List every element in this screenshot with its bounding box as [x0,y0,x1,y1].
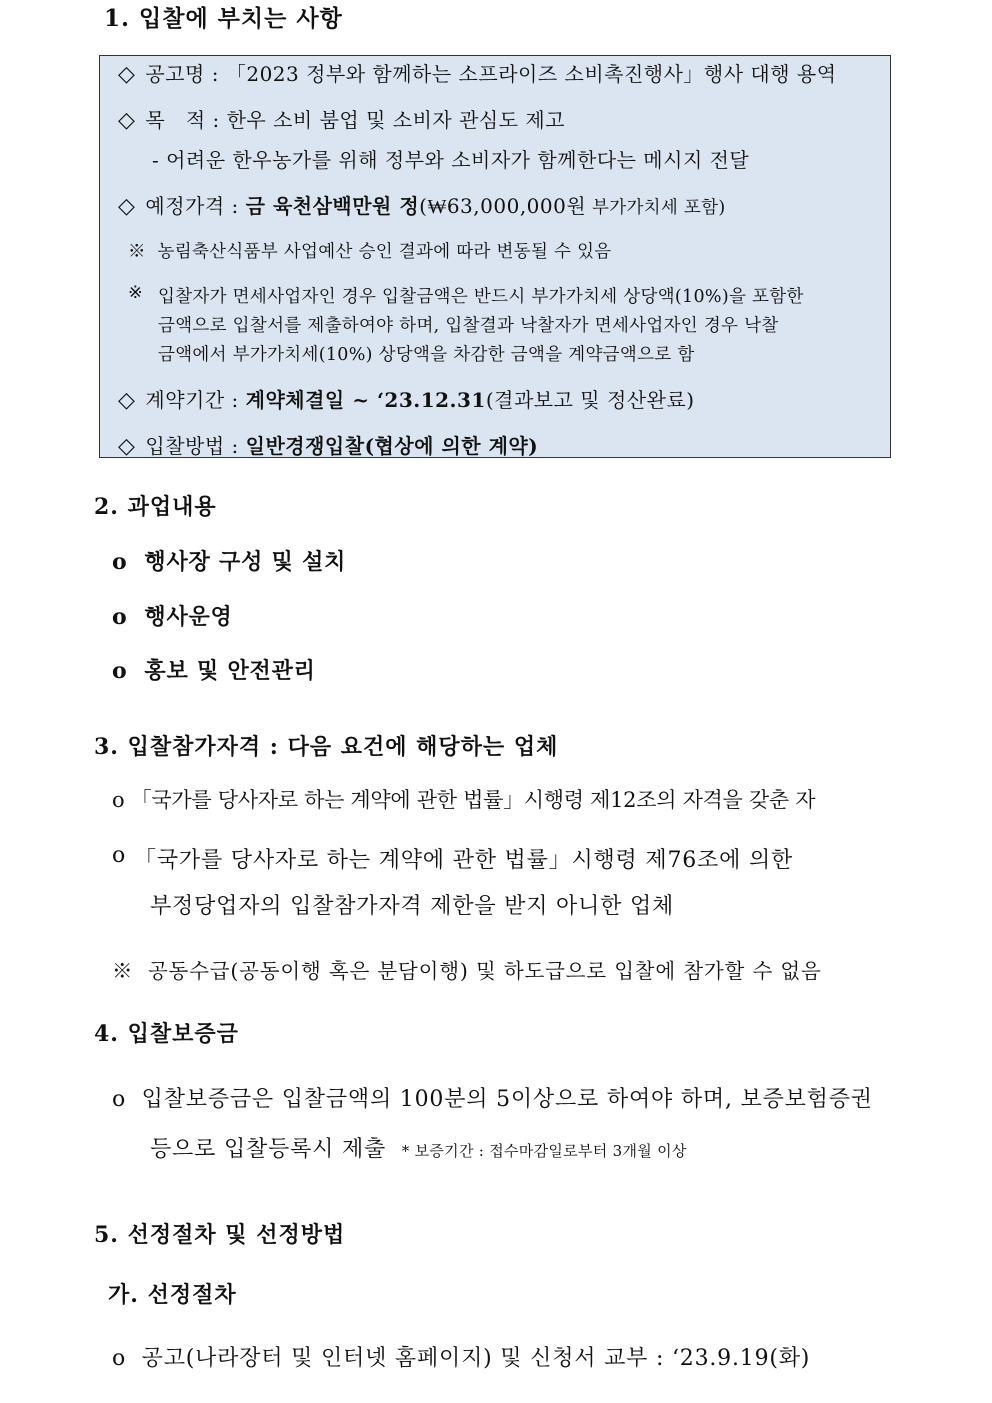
deposit-item [112,1082,873,1113]
qualification-item [112,784,815,814]
bullet-icon: o [112,604,128,630]
bullet-icon: o [112,1346,127,1371]
tax-note-line-3 [158,341,884,370]
price-row [118,190,725,219]
purpose-value: 한우 소비 붐업 및 소비자 관심도 제고 [226,108,566,132]
bullet-icon: o [112,1087,127,1112]
notice-name-row [118,58,837,87]
notice-name-value: 「2023 정부와 함께하는 소프라이즈 소비촉진행사」행사 대행 용역 [225,62,837,86]
task-item-text: 행사장 구성 및 설치 [144,549,347,575]
procedure-item [112,1341,810,1372]
purpose-row [118,104,565,133]
bullet-icon: o [112,788,125,812]
tax-note-line-1 [158,283,884,312]
qualification-line-2: 부정당업자의 입찰참가자격 제한을 받지 아니한 업체 [150,894,675,919]
method-label: 입찰방법 : [145,434,246,458]
tax-note-text: 금액으로 입찰서를 제출하여야 하며, 입찰결과 낙찰자가 면세사업자인 경우 낙찰 [158,316,779,336]
section-1-heading: 1. 입찰에 부치는 사항 [104,5,343,32]
price-note: 부가가치세 포함) [586,198,726,218]
deposit-text: 입찰보증금은 입찰금액의 100분의 5이상으로 하여야 하며, 보증보험증권 [141,1087,873,1112]
bullet-icon: o [112,658,128,684]
reference-mark: ※ [128,283,143,303]
tax-note-text: 금액에서 부가가치세(10%) 상당액을 차감한 금액을 계약금액으로 함 [158,345,695,365]
section-5-heading: 5. 선정절차 및 선정방법 [94,1222,346,1248]
tax-note-text: 입찰자가 면세사업자인 경우 입찰금액은 반드시 부가가치세 상당액(10%)을 포함한 [158,287,804,307]
diamond-icon: ◇ [118,62,136,87]
period-value: 계약체결일 ~ ‘23.12.31 [245,388,486,412]
method-row [118,430,538,459]
task-item [112,600,233,631]
notice-name-label: 공고명 : [145,62,226,86]
price-label: 예정가격 : [145,194,246,218]
task-item [112,654,316,685]
diamond-icon: ◇ [118,194,136,219]
procedure-text: 공고(나라장터 및 인터넷 홈페이지) 및 신청서 교부 : ‘23.9.19(화) [141,1346,811,1371]
tax-note [158,283,884,370]
deposit-line-2 [150,1132,687,1163]
selection-procedure-heading: 가. 선정절차 [108,1282,237,1308]
tax-note-line-2 [158,312,884,341]
bullet-icon: o [112,549,128,575]
qualification-text: 「국가를 당사자로 하는 계약에 관한 법률」시행령 제12조의 자격을 갖춘 자 [130,788,816,812]
bullet-icon: o [112,843,127,868]
joint-bid-note-text: 공동수급(공동이행 혹은 분담이행) 및 하도급으로 입찰에 참가할 수 없음 [147,959,822,983]
period-detail: (결과보고 및 정산완료) [485,388,695,412]
qualification-line-1 [112,843,896,874]
price-value: 금 육천삼백만원 정 [245,194,420,218]
reference-mark: ※ [128,242,146,262]
period-label: 계약기간 : [145,388,246,412]
task-item-text: 행사운영 [144,604,233,630]
bid-info-box [99,55,891,458]
price-amount: (₩63,000,000원 [419,194,587,218]
qualification-item [112,843,896,874]
section-4-heading: 4. 입찰보증금 [94,1021,239,1047]
diamond-icon: ◇ [118,388,136,413]
purpose-label: 목 적 : [145,108,227,132]
period-row [118,384,695,413]
purpose-sub: - 어려운 한우농가를 위해 정부와 소비자가 함께한다는 메시지 전달 [152,148,750,172]
section-3-heading: 3. 입찰참가자격 : 다음 요건에 해당하는 업체 [94,734,559,760]
diamond-icon: ◇ [118,434,136,459]
section-2-heading: 2. 과업내용 [94,494,217,520]
budget-note-text: 농림축산식품부 사업예산 승인 결과에 따라 변동될 수 있음 [157,242,612,262]
joint-bid-note [112,954,822,984]
qualification-text: 「국가를 당사자로 하는 계약에 관한 법률」시행령 제76조에 의한 [134,848,794,873]
budget-note [128,238,612,263]
deposit-text: 등으로 입찰등록시 제출 [150,1137,387,1162]
deposit-period-note: * 보증기간 : 접수마감일로부터 3개월 이상 [401,1142,687,1160]
task-item-text: 홍보 및 안전관리 [144,658,316,684]
task-item [112,545,346,576]
reference-mark: ※ [112,959,134,983]
diamond-icon: ◇ [118,108,136,133]
method-value: 일반경쟁입찰(협상에 의한 계약) [245,434,539,458]
